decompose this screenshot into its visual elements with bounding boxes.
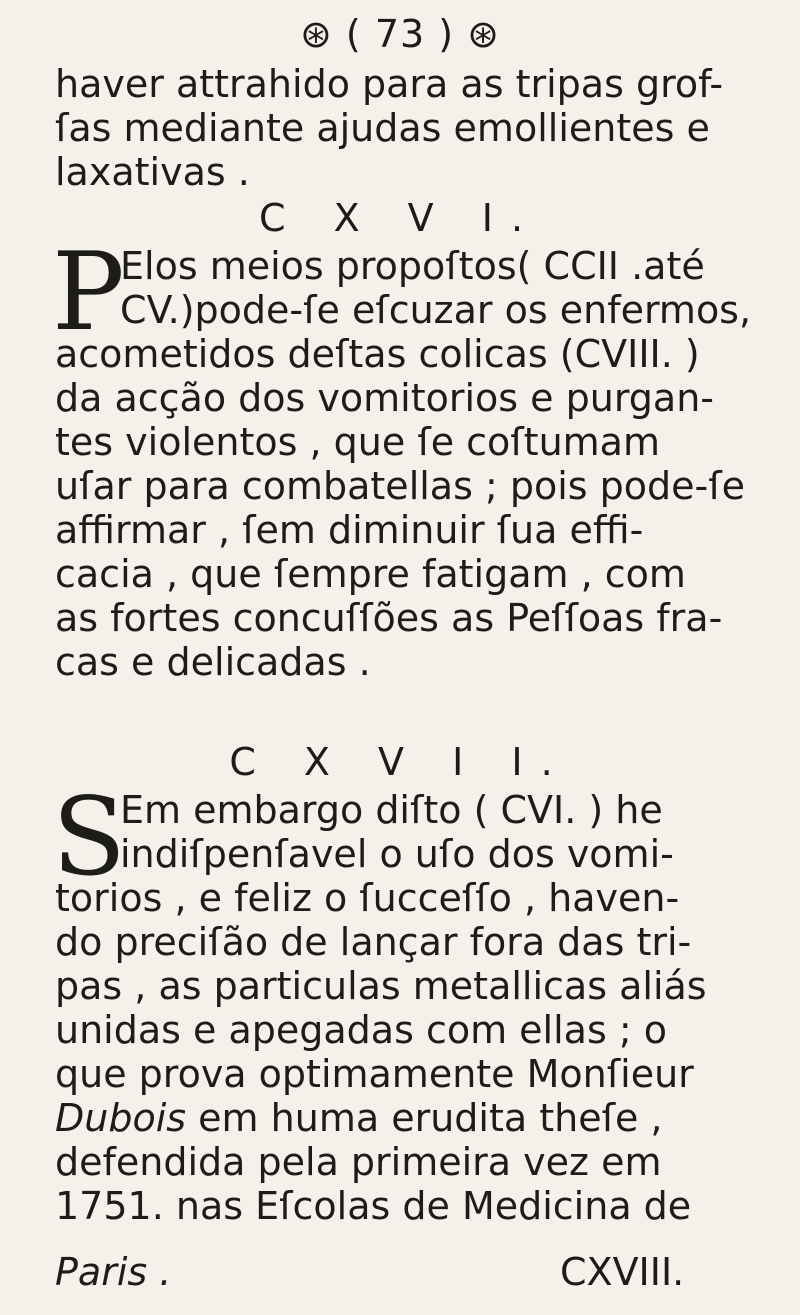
cxvii-line-5: pas , as particulas metallicas aliás [55,964,707,1008]
cxvi-line-9: as fortes concuſſões as Peſſoas fra- [55,596,723,640]
cxvii-line-8-rest: em huma erudita theſe , [198,1096,663,1140]
cxvi-line-1: Elos meios propoſtos( CCII .até [120,244,705,288]
cxvii-line-1: Em embargo diſto ( CVI. ) he [120,788,663,832]
cxvi-line-2: CV.)pode-ſe eſcuzar os enfermos, [120,288,752,332]
cxvi-line-7: affirmar , ſem diminuir ſua effi- [55,508,644,552]
opening-line-3: laxativas . [55,150,250,194]
cxvii-line-6: unidas e apegadas com ellas ; o [55,1008,667,1052]
opening-line-2: ſas mediante ajudas emollientes e [55,106,710,150]
cxvii-line-3: torios , e feliz o ſucceſſo , haven- [55,876,680,920]
section-heading-cxvii: C X V I I. [229,740,571,784]
section-heading-cxvi: C X V I. [258,196,542,240]
cxvii-line-10: 1751. nas Eſcolas de Medicina de [55,1184,692,1228]
cxvi-line-8: cacia , que ſempre fatigam , com [55,552,686,596]
running-head: ⊛ ( 73 ) ⊛ [300,12,500,56]
catchword: CXVIII. [560,1250,685,1294]
author-name: Dubois [55,1096,187,1140]
cxvi-line-5: tes violentos , que ſe coſtumam [55,420,660,464]
cxvii-line-4: do preciſão de lançar fora das tri- [55,920,692,964]
cxvi-line-6: uſar para combatellas ; pois pode-ſe [55,464,745,508]
cxvi-line-10: cas e delicadas . [55,640,371,684]
cxvii-line-7: que prova optimamente Monſieur [55,1052,694,1096]
cxvii-line-9: defendida pela primeira vez em [55,1140,662,1184]
place-name: Paris . [55,1250,172,1294]
dropcap-s: S [52,775,126,900]
opening-line-1: haver attrahido para as tripas grof- [55,62,724,106]
cxvi-line-3: acometidos deſtas colicas (CVIII. ) [55,332,700,376]
cxvii-line-8 [55,1096,663,1140]
cxvii-line-2: indiſpenſavel o uſo dos vomi- [120,832,674,876]
cxvi-line-4: da acção dos vomitorios e purgan- [55,376,715,420]
dropcap-p: P [52,230,125,355]
